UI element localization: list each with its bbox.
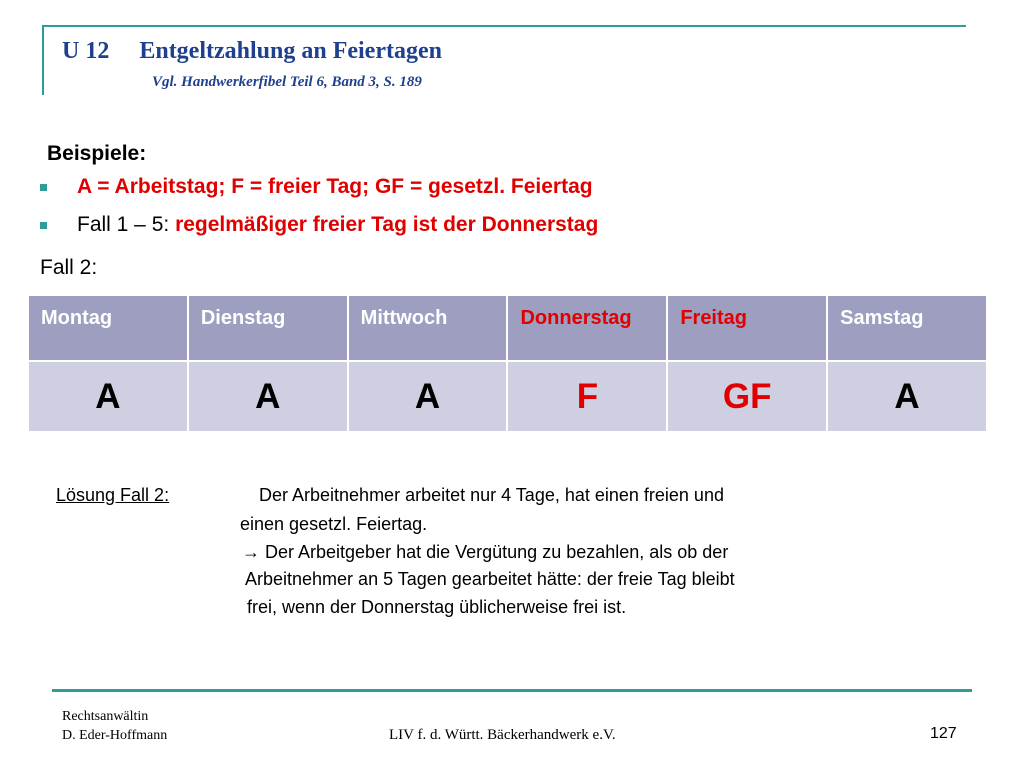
table-value-row [28,361,987,432]
header-cell-friday: Freitag [667,295,827,361]
solution-line-4: Arbeitnehmer an 5 Tagen gearbeitet hätte: der freie Tag bleibt [245,569,735,589]
solution-label: Lösung Fall 2: [56,485,170,505]
solution-line-3-text: Der Arbeitgeber hat die Vergütung zu bezahlen, als ob der [260,542,729,562]
page-subtitle: Vgl. Handwerkerfibel Teil 6, Band 3, S. 189 [152,74,422,90]
value-cell-friday: GF [667,361,827,432]
page-number: 127 [930,725,957,742]
footer-author [62,707,167,745]
square-bullet-icon [40,222,47,229]
rule-text: regelmäßiger freier Tag ist der Donnerstag [175,213,599,236]
legend-text: A = Arbeitstag; F = freier Tag; GF = gesetzl. Feiertag [77,175,593,198]
weekday-table [27,294,988,433]
square-bullet-icon [40,184,47,191]
footer-organization: LIV f. d. Württ. Bäckerhandwerk e.V. [389,727,616,743]
solution-line-1: Der Arbeitnehmer arbeitet nur 4 Tage, hat einen freien und [259,485,724,505]
case-label: Fall 2: [40,256,98,279]
bullet-item-legend [40,175,598,199]
footer-author-name: D. Eder-Hoffmann [62,728,168,743]
value-cell-monday: A [28,361,188,432]
value-cell-wednesday: A [348,361,508,432]
bullet-list [40,175,598,251]
value-cell-tuesday: A [188,361,348,432]
header-cell-wednesday: Mittwoch [348,295,508,361]
header-cell-tuesday: Dienstag [188,295,348,361]
page-title: U 12 Entgeltzahlung an Feiertagen [62,38,442,64]
table-header-row [28,295,987,361]
header-cell-saturday: Samstag [827,295,987,361]
value-cell-thursday: F [507,361,667,432]
footer-divider [52,689,972,692]
arrow-right-icon: → [242,542,260,562]
solution-line-2: einen gesetzl. Feiertag. [240,514,428,534]
solution-line-3 [242,541,728,563]
rule-prefix: Fall 1 – 5: [77,213,176,236]
value-cell-saturday: A [827,361,987,432]
header-cell-monday: Montag [28,295,188,361]
examples-heading: Beispiele: [47,142,147,165]
bullet-item-rule [40,213,598,237]
footer-author-title: Rechtsanwältin [62,709,149,724]
solution-line-5: frei, wenn der Donnerstag üblicherweise frei ist. [247,597,627,617]
header-cell-thursday: Donnerstag [507,295,667,361]
